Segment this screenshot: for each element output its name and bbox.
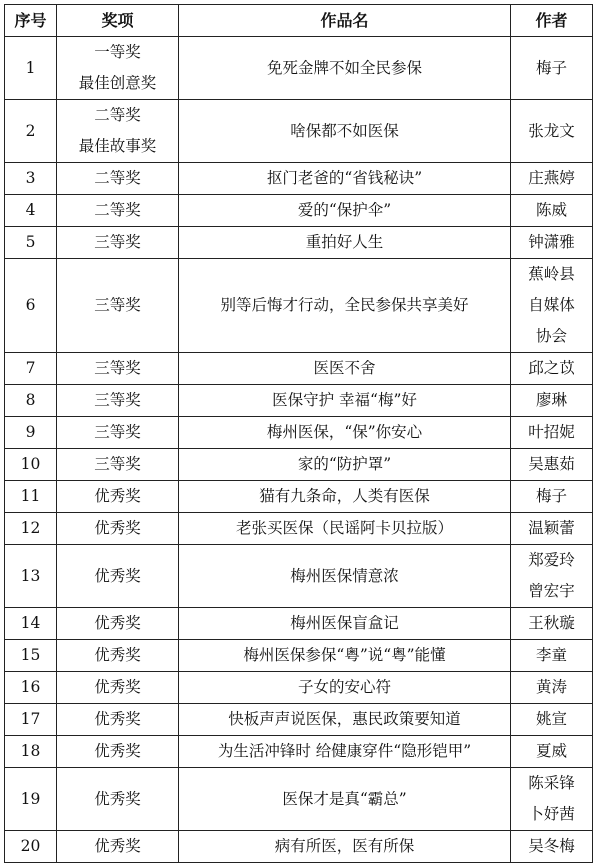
award-cell (57, 481, 179, 513)
author-cell-line: 廖琳 (535, 391, 567, 409)
awards-table (4, 4, 593, 863)
author-cell-line: 夏威 (535, 742, 567, 760)
author-cell-line: 协会 (535, 327, 567, 345)
award-cell (57, 417, 179, 449)
row-number: 2 (5, 100, 57, 163)
author-cell (511, 768, 593, 831)
author-cell-line: 梅子 (535, 487, 567, 505)
table-row (5, 353, 593, 385)
award-cell-line: 优秀奖 (94, 646, 141, 664)
work-title: 子女的安心符 (179, 672, 511, 704)
table-row (5, 100, 593, 163)
work-title: 梅州医保参保“粤”说“粤”能懂 (179, 640, 511, 672)
author-cell (511, 449, 593, 481)
award-cell-line: 最佳创意奖 (78, 74, 157, 92)
author-cell-line: 郑爱玲 (528, 551, 575, 569)
awards-table-container (4, 4, 593, 863)
author-cell-line: 李童 (535, 646, 567, 664)
author-cell-line: 庄燕婷 (528, 169, 575, 187)
author-cell (511, 227, 593, 259)
work-title: 梅州医保，“保”你安心 (179, 417, 511, 449)
work-title: 为生活冲锋时 给健康穿件“隐形铠甲” (179, 736, 511, 768)
award-cell-line: 优秀奖 (94, 710, 141, 728)
row-number: 11 (5, 481, 57, 513)
award-cell (57, 672, 179, 704)
author-cell (511, 259, 593, 353)
author-cell (511, 37, 593, 100)
award-cell (57, 37, 179, 100)
award-cell-line: 优秀奖 (94, 789, 141, 808)
author-cell-line: 吴冬梅 (528, 837, 575, 855)
row-number: 17 (5, 704, 57, 736)
row-number: 5 (5, 227, 57, 259)
author-cell-line: 陈采锋 (528, 774, 575, 792)
work-title: 医医不舍 (179, 353, 511, 385)
author-cell-line: 梅子 (535, 58, 567, 77)
author-cell (511, 608, 593, 640)
row-number: 15 (5, 640, 57, 672)
award-cell-line: 三等奖 (94, 233, 141, 251)
award-cell (57, 704, 179, 736)
table-row (5, 640, 593, 672)
table-row (5, 417, 593, 449)
author-cell (511, 545, 593, 608)
award-cell-line: 二等奖 (94, 201, 141, 219)
award-cell-line: 三等奖 (94, 391, 141, 409)
table-row (5, 608, 593, 640)
row-number: 8 (5, 385, 57, 417)
work-title: 免死金牌不如全民参保 (179, 37, 511, 100)
author-cell-line: 吴惠茹 (528, 455, 575, 473)
award-cell-line: 三等奖 (94, 423, 141, 441)
award-cell-line: 三等奖 (94, 296, 141, 314)
work-title: 医保才是真“霸总” (179, 768, 511, 831)
author-cell-line: 王秋璇 (528, 614, 575, 632)
award-cell (57, 353, 179, 385)
award-cell-line: 优秀奖 (94, 519, 141, 537)
work-title: 爱的“保护伞” (179, 195, 511, 227)
work-title: 啥保都不如医保 (179, 100, 511, 163)
author-cell (511, 353, 593, 385)
row-number: 18 (5, 736, 57, 768)
author-cell-line: 钟潇雅 (528, 233, 575, 251)
author-cell (511, 704, 593, 736)
award-cell (57, 163, 179, 195)
work-title: 梅州医保盲盒记 (179, 608, 511, 640)
table-row (5, 449, 593, 481)
award-cell (57, 449, 179, 481)
work-title: 重拍好人生 (179, 227, 511, 259)
award-cell-line: 优秀奖 (94, 742, 141, 760)
author-cell (511, 640, 593, 672)
award-cell-line: 三等奖 (94, 359, 141, 377)
award-cell-line: 优秀奖 (94, 614, 141, 632)
work-title: 别等后悔才行动，全民参保共享美好 (179, 259, 511, 353)
author-cell-line: 姚宣 (535, 710, 567, 728)
author-cell-line: 张龙文 (528, 121, 575, 140)
award-cell (57, 385, 179, 417)
row-number: 9 (5, 417, 57, 449)
row-number: 14 (5, 608, 57, 640)
award-cell-line: 优秀奖 (94, 837, 141, 855)
table-row (5, 768, 593, 831)
author-cell (511, 831, 593, 863)
award-cell (57, 545, 179, 608)
table-row (5, 227, 593, 259)
work-title: 梅州医保情意浓 (179, 545, 511, 608)
row-number: 16 (5, 672, 57, 704)
row-number: 20 (5, 831, 57, 863)
table-row (5, 672, 593, 704)
table-row (5, 545, 593, 608)
author-cell-line: 黄涛 (535, 678, 567, 696)
row-number: 3 (5, 163, 57, 195)
author-cell (511, 417, 593, 449)
author-cell (511, 195, 593, 227)
work-title: 家的“防护罩” (179, 449, 511, 481)
work-title: 抠门老爸的“省钱秘诀” (179, 163, 511, 195)
award-cell-line: 优秀奖 (94, 487, 141, 505)
award-cell (57, 768, 179, 831)
table-row (5, 37, 593, 100)
author-cell-line: 叶招妮 (528, 423, 575, 441)
author-cell-line: 蕉岭县 (528, 265, 575, 283)
author-cell (511, 100, 593, 163)
award-cell-line: 一等奖 (94, 43, 141, 61)
table-row (5, 385, 593, 417)
work-title: 老张买医保（民谣阿卡贝拉版） (179, 513, 511, 545)
author-cell-line: 温颖蕾 (528, 519, 575, 537)
award-cell-line: 优秀奖 (94, 678, 141, 696)
table-row (5, 195, 593, 227)
table-row (5, 831, 593, 863)
author-cell-line: 自媒体 (528, 296, 575, 314)
award-cell-line: 三等奖 (94, 455, 141, 473)
author-cell (511, 163, 593, 195)
row-number: 1 (5, 37, 57, 100)
award-cell (57, 227, 179, 259)
award-cell (57, 195, 179, 227)
author-cell-line: 卜妤茜 (528, 805, 575, 823)
table-row (5, 513, 593, 545)
table-row (5, 259, 593, 353)
author-cell (511, 513, 593, 545)
award-cell (57, 100, 179, 163)
author-cell-line: 陈威 (535, 201, 567, 219)
work-title: 医保守护 幸福“梅”好 (179, 385, 511, 417)
header-work: 作品名 (179, 5, 511, 37)
award-cell (57, 513, 179, 545)
row-number: 4 (5, 195, 57, 227)
author-cell (511, 481, 593, 513)
author-cell (511, 385, 593, 417)
award-cell-line: 优秀奖 (94, 566, 141, 585)
author-cell (511, 736, 593, 768)
header-author: 作者 (511, 5, 593, 37)
table-row (5, 481, 593, 513)
award-cell-line: 二等奖 (94, 169, 141, 187)
row-number: 7 (5, 353, 57, 385)
award-cell-line: 最佳故事奖 (78, 137, 157, 155)
work-title: 快板声声说医保，惠民政策要知道 (179, 704, 511, 736)
award-cell (57, 259, 179, 353)
table-row (5, 704, 593, 736)
author-cell-line: 邱之苡 (528, 359, 575, 377)
row-number: 12 (5, 513, 57, 545)
row-number: 6 (5, 259, 57, 353)
table-body (5, 37, 593, 863)
award-cell (57, 608, 179, 640)
table-row (5, 163, 593, 195)
author-cell-line: 曾宏宇 (528, 582, 575, 600)
award-cell-line: 二等奖 (94, 106, 141, 124)
work-title: 病有所医，医有所保 (179, 831, 511, 863)
award-cell (57, 640, 179, 672)
row-number: 10 (5, 449, 57, 481)
header-no: 序号 (5, 5, 57, 37)
header-award: 奖项 (57, 5, 179, 37)
work-title: 猫有九条命，人类有医保 (179, 481, 511, 513)
award-cell (57, 736, 179, 768)
row-number: 19 (5, 768, 57, 831)
award-cell (57, 831, 179, 863)
table-header-row (5, 5, 593, 37)
author-cell (511, 672, 593, 704)
row-number: 13 (5, 545, 57, 608)
table-row (5, 736, 593, 768)
